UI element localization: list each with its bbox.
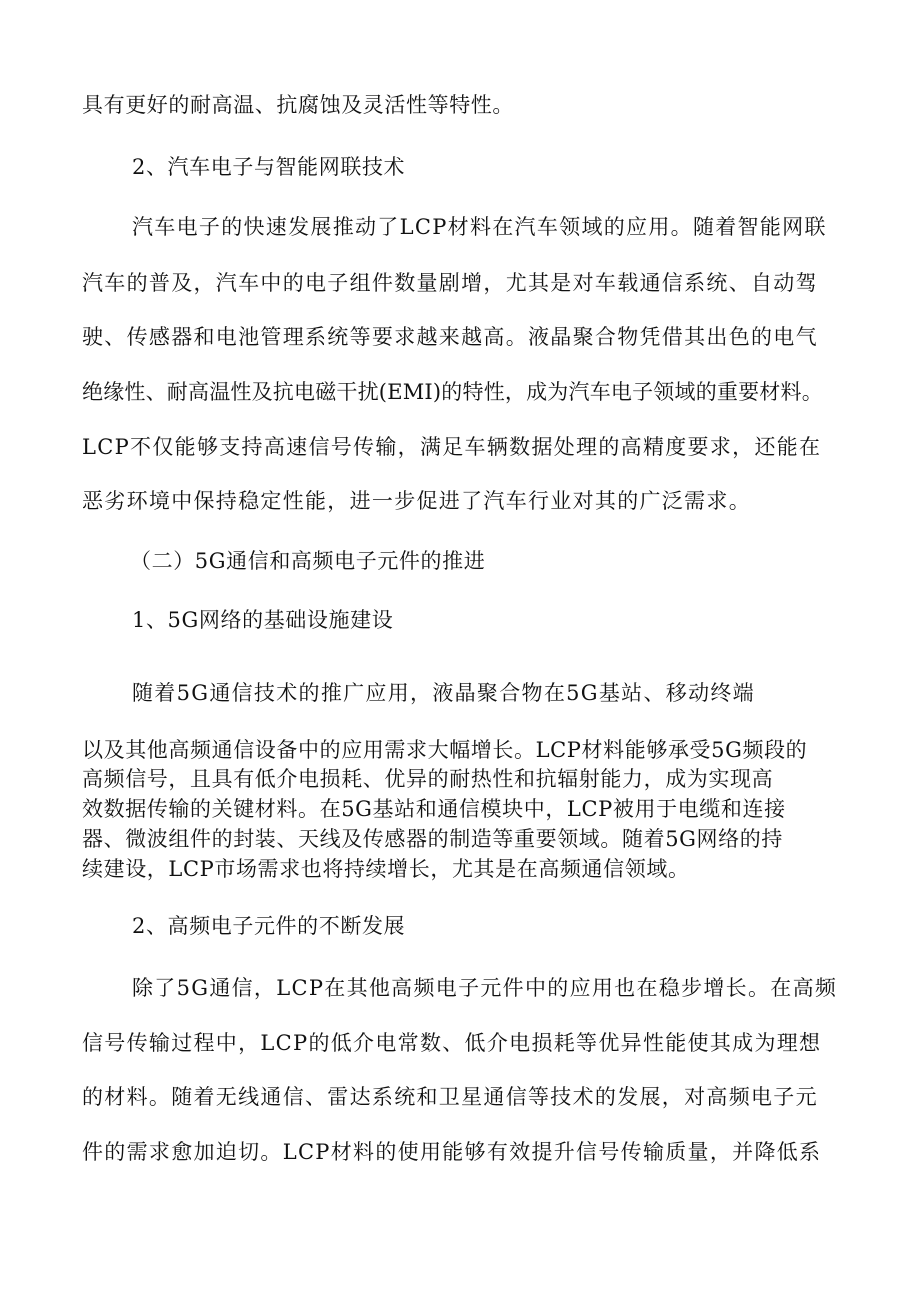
paragraph-line: 具有更好的耐高温、抗腐蚀及灵活性等特性。 (82, 93, 514, 117)
paragraph-line: 绝缘性、耐高温性及抗电磁干扰(EMI)的特性，成为汽车电子领域的重要材料。 (82, 380, 823, 404)
paragraph-line: LCP不仅能够支持高速信号传输，满足车辆数据处理的高精度要求，还能在 (82, 435, 822, 459)
subsection-heading: 2、汽车电子与智能网联技术 (132, 155, 406, 179)
paragraph-line: 随着5G通信技术的推广应用，液晶聚合物在5G基站、移动终端 (132, 681, 755, 705)
paragraph-line: 续建设，LCP市场需求也将持续增长，尤其是在高频通信领域。 (82, 857, 690, 881)
paragraph-line: 信号传输过程中，LCP的低介电常数、低介电损耗等优异性能使其成为理想 (82, 1031, 822, 1055)
section-heading: （二）5G通信和高频电子元件的推进 (130, 549, 486, 573)
paragraph-line: 高频信号，且具有低介电损耗、优异的耐热性和抗辐射能力，成为实现高 (82, 767, 774, 791)
subsection-heading: 1、5G网络的基础设施建设 (132, 608, 394, 632)
subsection-heading: 2、高频电子元件的不断发展 (132, 914, 406, 938)
paragraph-line: 驶、传感器和电池管理系统等要求越来越高。液晶聚合物凭借其出色的电气 (82, 325, 818, 349)
paragraph-line: 恶劣环境中保持稳定性能，进一步促进了汽车行业对其的广泛需求。 (82, 489, 751, 513)
paragraph-line: 汽车的普及，汽车中的电子组件数量剧增，尤其是对车载通信系统、自动驾 (82, 271, 818, 295)
paragraph-line: 件的需求愈加迫切。LCP材料的使用能够有效提升信号传输质量，并降低系 (82, 1140, 822, 1164)
paragraph-line: 以及其他高频通信设备中的应用需求大幅增长。LCP材料能够承受5G频段的 (82, 738, 808, 762)
paragraph-line: 器、微波组件的封装、天线及传感器的制造等重要领域。随着5G网络的持 (82, 827, 783, 851)
paragraph-line: 效数据传输的关键材料。在5G基站和通信模块中，LCP被用于电缆和连接 (82, 797, 786, 821)
paragraph-line: 的材料。随着无线通信、雷达系统和卫星通信等技术的发展，对高频电子元 (82, 1085, 818, 1109)
paragraph-line: 除了5G通信，LCP在其他高频电子元件中的应用也在稳步增长。在高频 (132, 976, 838, 1000)
paragraph-line: 汽车电子的快速发展推动了LCP材料在汽车领域的应用。随着智能网联 (132, 215, 827, 239)
